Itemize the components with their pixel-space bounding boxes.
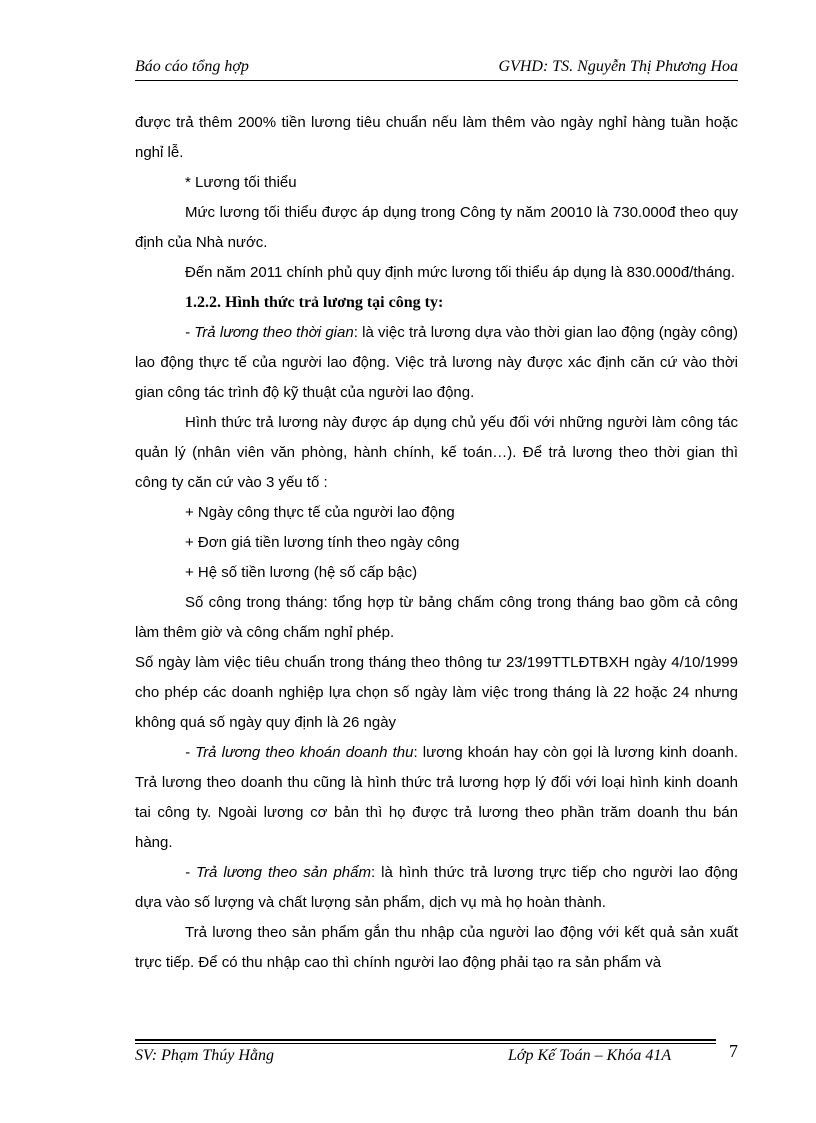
paragraph-product-based [135,858,738,918]
paragraph-product-based-detail: Trả lương theo sản phẩm gắn thu nhập của người lao động với kết quả sản xuất trực tiếp. Để có thu nhập cao thì chính người lao động phải tạo ra sản phẩm và [135,924,738,971]
page-header [135,58,738,80]
header-rule [135,80,738,81]
footer-rule-thick [135,1039,716,1041]
time-based-term: - Trả lương theo thời gian [185,324,354,341]
header-report-title: Báo cáo tổng hợp [135,58,249,75]
page-number: 7 [729,1041,738,1061]
paragraph-overtime: được trả thêm 200% tiền lương tiêu chuẩn nếu làm thêm vào ngày nghỉ hàng tuần hoặc nghỉ lễ. [135,114,738,161]
paragraph-time-based-scope: Hình thức trả lương này được áp dụng chủ yếu đối với những người làm công tác quản lý (nhân viên văn phòng, hành chính, kế toán…). Để trả lương theo thời gian thì công ty căn cứ vào 3 yếu tố : [135,414,738,491]
footer-class: Lớp Kế Toán – Khóa 41A [508,1047,672,1064]
paragraph-min-wage-2010: Mức lương tối thiểu được áp dụng trong Công ty năm 20010 là 730.000đ theo quy định của Nhà nước. [135,204,738,251]
paragraph-min-wage-2011: Đến năm 2011 chính phủ quy định mức lương tối thiểu áp dụng là 830.000đ/tháng. [185,264,736,281]
paragraph-min-wage-title: * Lương tối thiểu [185,174,297,191]
list-item: + Đơn giá tiền lương tính theo ngày công [185,534,460,551]
product-based-term: - Trả lương theo sản phẩm [185,864,371,881]
section-heading: 1.2.2. Hình thức trả lương tại công ty: [185,294,444,311]
time-based-text: : là việc trả lương dựa vào thời gian lao động (ngày công) lao động thực tế của người lao động. Việc trả lương này được xác định căn cứ vào thời gian công tác trình độ kỹ thuật của người lao động. [135,324,739,401]
revenue-based-text: : lương khoán hay còn gọi là lương kinh doanh. Trả lương theo doanh thu cũng là hình thức trả lương hợp lý đối với loại hình kinh doanh tai công ty. Ngoài lương cơ bản thì họ được trả lương theo phần trăm doanh thu bán hàng. [135,744,739,851]
paragraph-revenue-based [135,738,738,858]
page-footer [135,1041,738,1071]
product-based-text: : là hình thức trả lương trực tiếp cho người lao động dựa vào số lượng và chất lượng sản phẩm, dịch vụ mà họ hoàn thành. [135,864,738,911]
paragraph-time-based [135,318,738,408]
paragraph-standard-days: Số ngày làm việc tiêu chuẩn trong tháng theo thông tư 23/199TTLĐTBXH ngày 4/10/1999 cho phép các doanh nghiệp lựa chọn số ngày làm việc trong tháng là 22 hoặc 24 nhưng không quá số ngày quy định là 26 ngày [135,654,738,731]
list-item: + Hệ số tiền lương (hệ số cấp bậc) [185,564,418,581]
paragraph-working-days: Số công trong tháng: tổng hợp từ bảng chấm công trong tháng bao gồm cả công làm thêm giờ và công chấm nghỉ phép. [135,594,738,641]
revenue-based-term: - Trả lương theo khoán doanh thu [185,744,414,761]
footer-rule-thin [135,1043,716,1044]
list-item: + Ngày công thực tế của người lao động [185,504,455,521]
page-body [135,108,738,978]
footer-student: SV: Phạm Thúy Hằng [135,1047,274,1064]
header-supervisor: GVHD: TS. Nguyễn Thị Phương Hoa [498,58,738,75]
